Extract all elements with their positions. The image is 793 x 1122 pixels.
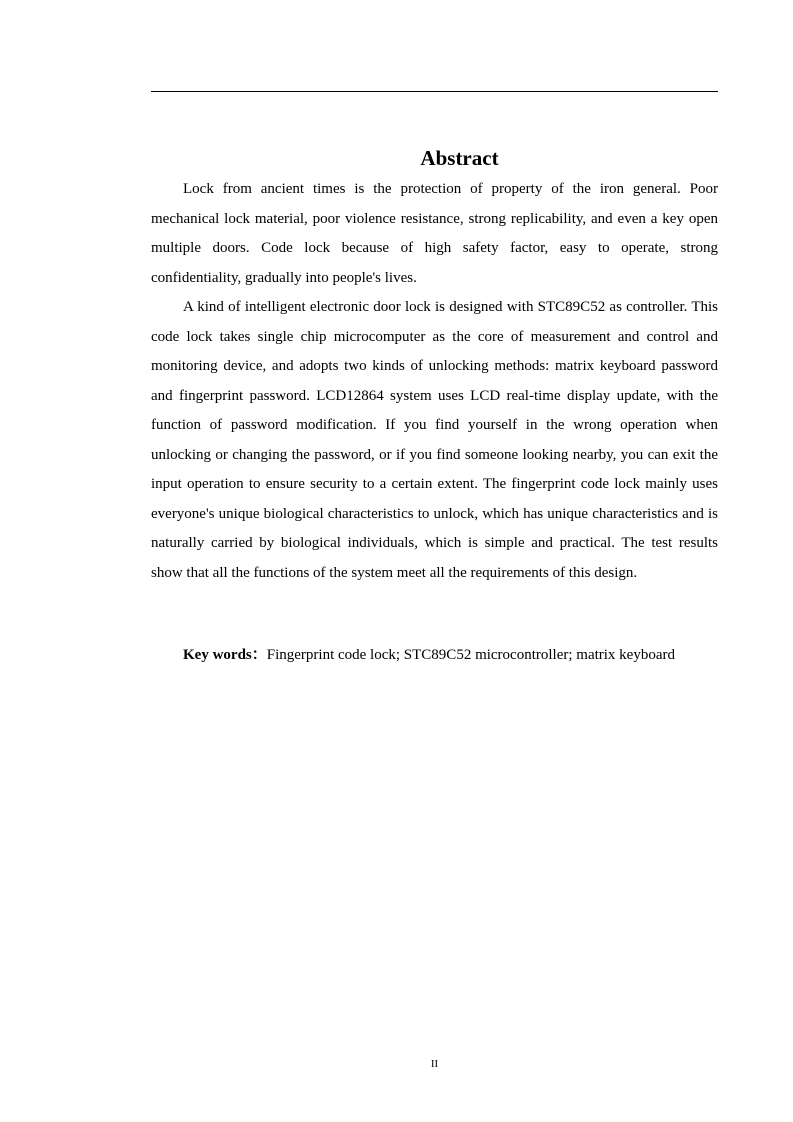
abstract-body [151,175,718,588]
abstract-paragraph-2: A kind of intelligent electronic door lock is designed with STC89C52 as controller. This code lock takes single chip microcomputer as the core of measurement and control and monitoring device, and adopts two kinds of unlocking methods: matrix keyboard password and fingerprint password. LCD12864 system uses LCD real-time display update, with the function of password modification. If you find yourself in the wrong operation when unlocking or changing the password, or if you find someone looking nearby, you can exit the input operation to ensure security to a certain extent. The fingerprint code lock mainly uses everyone's unique biological characteristics to unlock, which has unique characteristics and is naturally carried by biological individuals, which is simple and practical. The test results show that all the functions of the system meet all the requirements of this design. [151,299,718,581]
page-number: II [430,1058,439,1070]
abstract-paragraph-1: Lock from ancient times is the protection of property of the iron general. Poor mechanical lock material, poor violence resistance, strong replicability, and even a key open multiple doors. Code lock because of high safety factor, easy to operate, strong confidentiality, gradually into people's lives. [151,181,718,286]
keywords-value: Fingerprint code lock; STC89C52 microcontroller; matrix keyboard [266,647,675,663]
keywords-label: Key words： [183,647,267,663]
abstract-title: Abstract [420,146,499,170]
header-rule [151,91,718,92]
keywords-line [183,641,743,670]
